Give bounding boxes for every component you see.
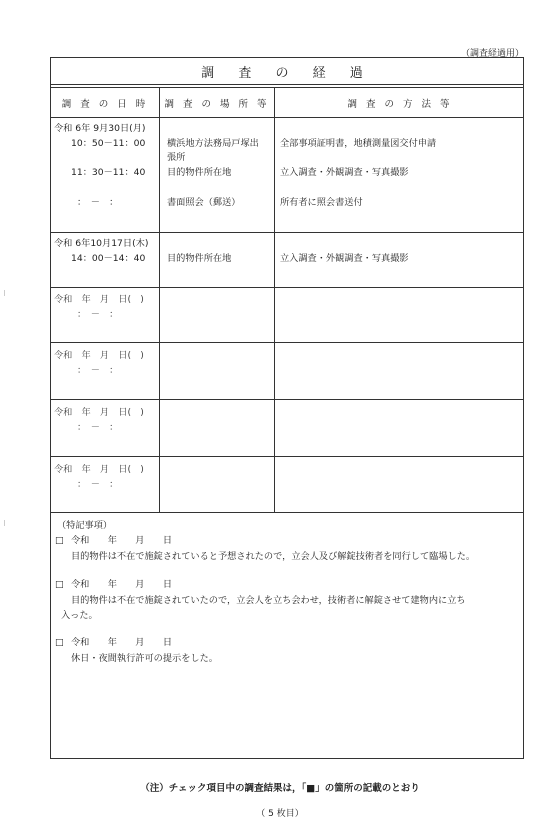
entry-method: 立入調査・外観調査・写真撮影	[280, 167, 409, 178]
form-label: （調査経過用）	[460, 49, 524, 59]
remark-date: 令和 年 月 日	[71, 637, 173, 648]
entry-date: 令和 6年10月17日(木)	[54, 238, 149, 249]
entry-time: ： － ：	[77, 365, 119, 376]
entry-time: ： － ：	[77, 479, 119, 490]
column-header-method: 調 査 の 方 法 等	[347, 99, 453, 110]
column-divider	[274, 87, 275, 512]
remark-text-cont: 入った。	[61, 610, 98, 621]
footnote: （注）チェック項目中の調査結果は，「■」の箇所の記載のとおり	[140, 783, 420, 794]
remark-checkbox[interactable]: □	[55, 579, 64, 590]
page-number: （ 5 枚目）	[256, 809, 304, 819]
column-divider	[159, 87, 160, 512]
investigation-progress-table	[50, 57, 524, 759]
entry-time: ： － ：	[77, 422, 119, 433]
remark-text: 休日・夜間執行許可の提示をした。	[71, 653, 218, 664]
remark-checkbox[interactable]: □	[55, 637, 64, 648]
remark-checkbox[interactable]: □	[55, 535, 64, 546]
entry-date: 令和 年 月 日( )	[54, 294, 144, 305]
entry-place: 横浜地方法務局戸塚出	[167, 138, 259, 149]
remark-date: 令和 年 月 日	[71, 579, 173, 590]
entry-time: ： － ：	[77, 309, 119, 320]
entry-date: 令和 年 月 日( )	[54, 350, 144, 361]
entry-method: 全部事項証明書，地積測量図交付申請	[280, 138, 437, 149]
entry-method: 所有者に照会書送付	[280, 197, 363, 208]
row-divider	[51, 512, 523, 513]
page-title: 調 査 の 経 過	[201, 66, 373, 81]
entry-date: 令和 年 月 日( )	[54, 464, 144, 475]
entry-place-cont: 張所	[167, 152, 186, 163]
binding-mark	[4, 290, 9, 296]
entry-time: 10：50－11：00	[71, 138, 146, 149]
column-header-place: 調 査 の 場 所 等	[164, 99, 270, 110]
divider	[51, 87, 523, 88]
binding-mark	[4, 520, 9, 526]
remark-text: 目的物件は不在で施錠されていたので，立会人を立ち会わせ，技術者に解錠させて建物内に立ち	[71, 595, 466, 606]
remarks-heading: （特記事項）	[57, 520, 113, 531]
remark-date: 令和 年 月 日	[71, 535, 173, 546]
entry-place: 目的物件所在地	[167, 253, 232, 264]
entry-time: 11：30－11：40	[71, 167, 146, 178]
entry-method: 立入調査・外観調査・写真撮影	[280, 253, 409, 264]
divider	[51, 117, 523, 118]
entry-time: 14：00－14：40	[71, 253, 146, 264]
row-divider	[51, 232, 523, 233]
entry-date: 令和 年 月 日( )	[54, 407, 144, 418]
divider	[51, 84, 523, 85]
entry-place: 書面照会（郵送）	[167, 197, 241, 208]
entry-time: ： － ：	[77, 197, 119, 208]
row-divider	[51, 399, 523, 400]
row-divider	[51, 287, 523, 288]
row-divider	[51, 456, 523, 457]
column-header-date: 調 査 の 日 時	[61, 99, 149, 110]
remark-text: 目的物件は不在で施錠されていると予想されたので，立会人及び解錠技術者を同行して臨場した。	[71, 551, 476, 562]
entry-place: 目的物件所在地	[167, 167, 232, 178]
row-divider	[51, 342, 523, 343]
entry-date: 令和 6年 9月30日(月)	[54, 123, 146, 134]
